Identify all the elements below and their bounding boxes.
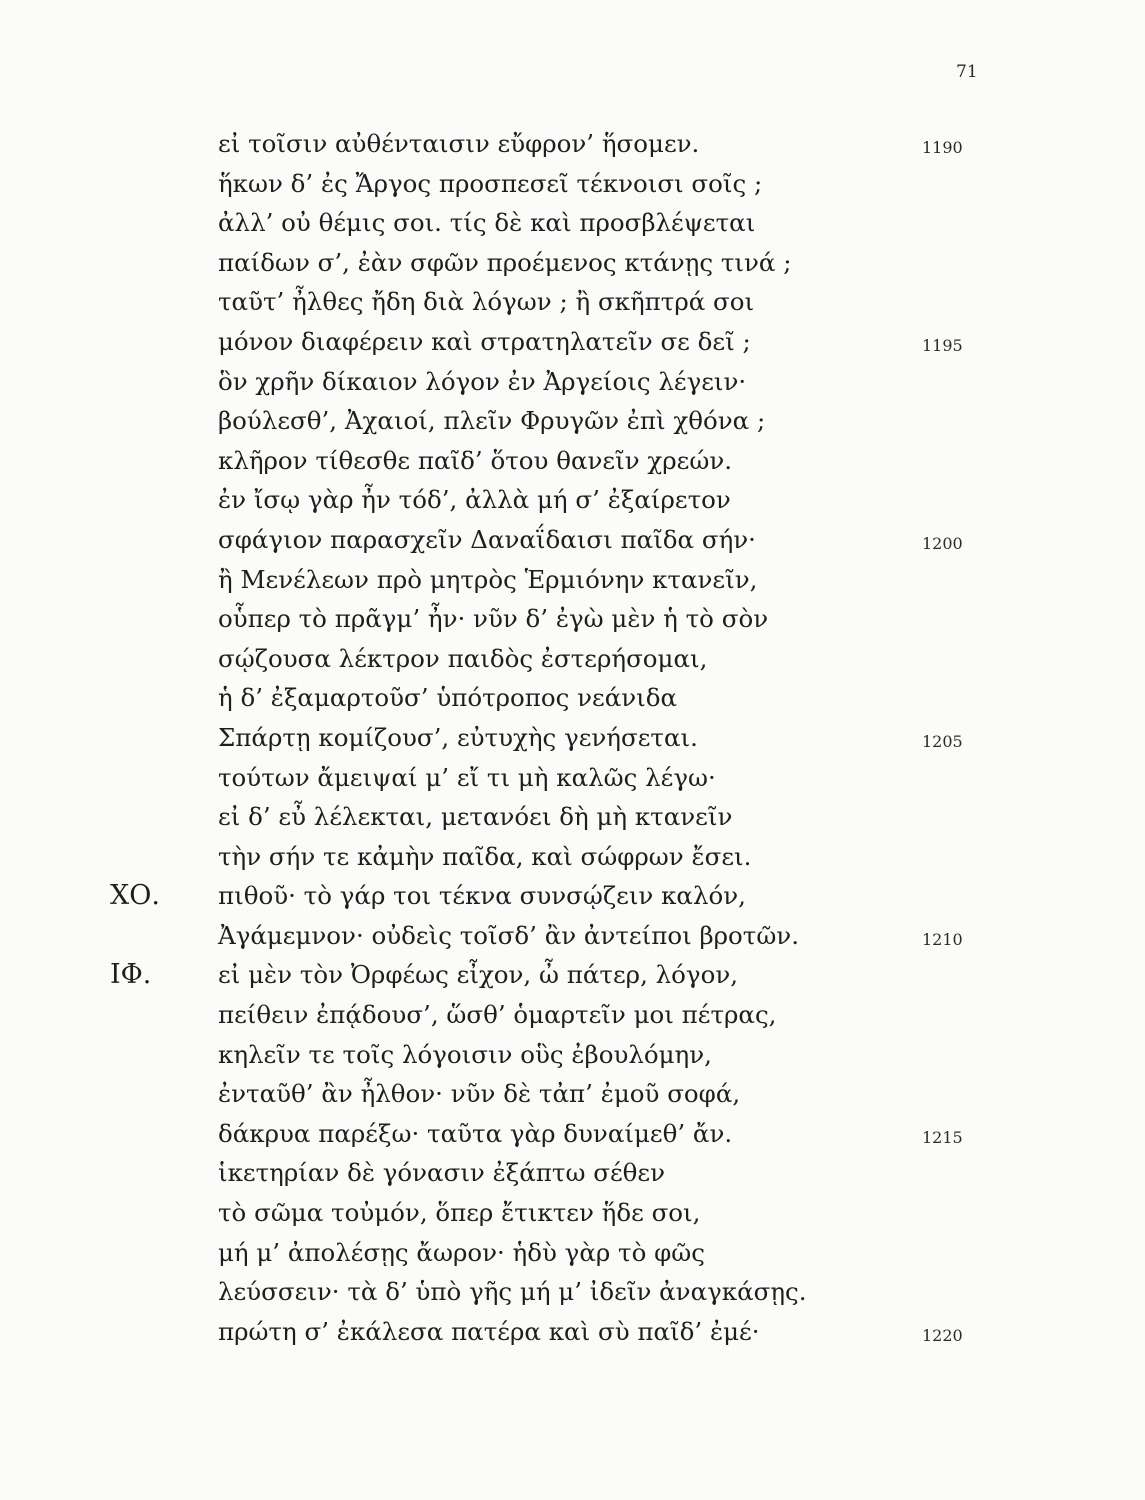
verse-text: τούτων ἄμειψαί μ’ εἴ τι μὴ καλῶς λέγω· bbox=[218, 762, 716, 792]
verse-line bbox=[0, 876, 1145, 916]
line-number: 1205 bbox=[922, 731, 963, 751]
verse-block bbox=[0, 124, 1145, 1351]
verse-line bbox=[0, 441, 1145, 481]
verse-text: τὴν σήν τε κἀμὴν παῖδα, καὶ σώφρων ἔσει. bbox=[218, 841, 752, 871]
verse-text: σῴζουσα λέκτρον παιδὸς ἐστερήσομαι, bbox=[218, 643, 708, 673]
verse-line bbox=[0, 560, 1145, 600]
verse-line bbox=[0, 243, 1145, 283]
page-number: 71 bbox=[956, 62, 978, 82]
verse-text: ὃν χρῆν δίκαιον λόγον ἐν Ἀργείοις λέγειν· bbox=[218, 366, 747, 396]
verse-text: ἐν ἴσῳ γὰρ ἦν τόδ’, ἀλλὰ μή σ’ ἐξαίρετον bbox=[218, 485, 731, 515]
verse-text: μόνον διαφέρειν καὶ στρατηλατεῖν σε δεῖ ; bbox=[218, 326, 751, 356]
verse-line bbox=[0, 1074, 1145, 1114]
verse-text: ἡ δ’ ἐξαμαρτοῦσ’ ὑπότροπος νεάνιδα bbox=[218, 683, 678, 713]
verse-text: ἢ Μενέλεων πρὸ μητρὸς Ἑρμιόνην κτανεῖν, bbox=[218, 564, 758, 594]
verse-line bbox=[0, 797, 1145, 837]
line-number: 1200 bbox=[922, 533, 963, 553]
verse-text: οὗπερ τὸ πρᾶγμ’ ἦν· νῦν δ’ ἐγὼ μὲν ἡ τὸ σὸν bbox=[218, 604, 769, 634]
verse-line bbox=[0, 124, 1145, 164]
verse-text: ταῦτ’ ἦλθες ἤδη διὰ λόγων ; ἢ σκῆπτρά σοι bbox=[218, 287, 755, 317]
verse-line bbox=[0, 401, 1145, 441]
verse-text: εἰ δ’ εὖ λέλεκται, μετανόει δὴ μὴ κτανεῖν bbox=[218, 802, 733, 832]
verse-line bbox=[0, 1272, 1145, 1312]
line-number: 1215 bbox=[922, 1127, 963, 1147]
line-number: 1220 bbox=[922, 1325, 963, 1345]
verse-text: εἰ τοῖσιν αὐθένταισιν εὔφρον’ ἥσομεν. bbox=[218, 129, 700, 158]
verse-text: ἐνταῦθ’ ἂν ἦλθον· νῦν δὲ τἀπ’ ἐμοῦ σοφά, bbox=[218, 1079, 741, 1109]
verse-text: κηλεῖν τε τοῖς λόγοισιν οὓς ἐβουλόμην, bbox=[218, 1039, 712, 1069]
verse-line bbox=[0, 520, 1145, 560]
line-number: 1210 bbox=[922, 929, 963, 949]
verse-line bbox=[0, 322, 1145, 362]
verse-text: σφάγιον παρασχεῖν Δαναΐδαισι παῖδα σήν· bbox=[218, 524, 756, 554]
line-number: 1190 bbox=[922, 138, 963, 157]
verse-text: κλῆρον τίθεσθε παῖδ’ ὅτου θανεῖν χρεών. bbox=[218, 445, 732, 475]
verse-text: δάκρυα παρέξω· ταῦτα γὰρ δυναίμεθ’ ἄν. bbox=[218, 1118, 733, 1148]
verse-text: μή μ’ ἀπολέσῃς ἄωρον· ἡδὺ γὰρ τὸ φῶς bbox=[218, 1237, 705, 1267]
verse-line bbox=[0, 758, 1145, 798]
verse-line bbox=[0, 916, 1145, 956]
verse-line bbox=[0, 678, 1145, 718]
verse-text: λεύσσειν· τὰ δ’ ὑπὸ γῆς μή μ’ ἰδεῖν ἀναγκάσῃς. bbox=[218, 1277, 807, 1307]
verse-line bbox=[0, 955, 1145, 995]
verse-line bbox=[0, 203, 1145, 243]
verse-text: ἥκων δ’ ἐς Ἄργος προσπεσεῖ τέκνοισι σοῖς ; bbox=[218, 168, 763, 198]
line-number: 1195 bbox=[922, 335, 963, 355]
verse-line bbox=[0, 1312, 1145, 1352]
verse-line bbox=[0, 995, 1145, 1035]
verse-text: ἀλλ’ οὐ θέμις σοι. τίς δὲ καὶ προσβλέψεται bbox=[218, 208, 756, 238]
verse-text: πιθοῦ· τὸ γάρ τοι τέκνα συνσῴζειν καλόν, bbox=[218, 881, 746, 911]
verse-line bbox=[0, 282, 1145, 322]
verse-line bbox=[0, 164, 1145, 204]
verse-text: εἰ μὲν τὸν Ὀρφέως εἶχον, ὦ πάτερ, λόγον, bbox=[218, 960, 739, 990]
verse-line bbox=[0, 1233, 1145, 1273]
verse-line bbox=[0, 639, 1145, 679]
verse-line bbox=[0, 480, 1145, 520]
verse-text: πείθειν ἐπᾴδουσ’, ὥσθ’ ὁμαρτεῖν μοι πέτρας, bbox=[218, 1000, 777, 1030]
verse-line bbox=[0, 1035, 1145, 1075]
verse-text: τὸ σῶμα τοὐμόν, ὅπερ ἔτικτεν ἥδε σοι, bbox=[218, 1198, 701, 1228]
verse-text: Σπάρτῃ κομίζουσ’, εὐτυχὴς γενήσεται. bbox=[218, 722, 698, 752]
verse-text: ἱκετηρίαν δὲ γόνασιν ἐξάπτω σέθεν bbox=[218, 1158, 665, 1188]
verse-text: Ἀγάμεμνον· οὐδεὶς τοῖσδ’ ἂν ἀντείποι βροτῶν. bbox=[218, 920, 799, 950]
verse-text: παίδων σ’, ἐὰν σφῶν προέμενος κτάνῃς τινά ; bbox=[218, 247, 792, 277]
verse-line bbox=[0, 1193, 1145, 1233]
speaker-label: ΧΟ. bbox=[110, 880, 160, 912]
verse-line bbox=[0, 837, 1145, 877]
verse-text: βούλεσθ’, Ἀχαιοί, πλεῖν Φρυγῶν ἐπὶ χθόνα ; bbox=[218, 406, 766, 436]
verse-line bbox=[0, 718, 1145, 758]
verse-line bbox=[0, 599, 1145, 639]
verse-line bbox=[0, 362, 1145, 402]
verse-line bbox=[0, 1153, 1145, 1193]
verse-line bbox=[0, 1114, 1145, 1154]
speaker-label: ΙΦ. bbox=[110, 959, 152, 991]
verse-text: πρώτη σ’ ἐκάλεσα πατέρα καὶ σὺ παῖδ’ ἐμέ· bbox=[218, 1316, 760, 1346]
